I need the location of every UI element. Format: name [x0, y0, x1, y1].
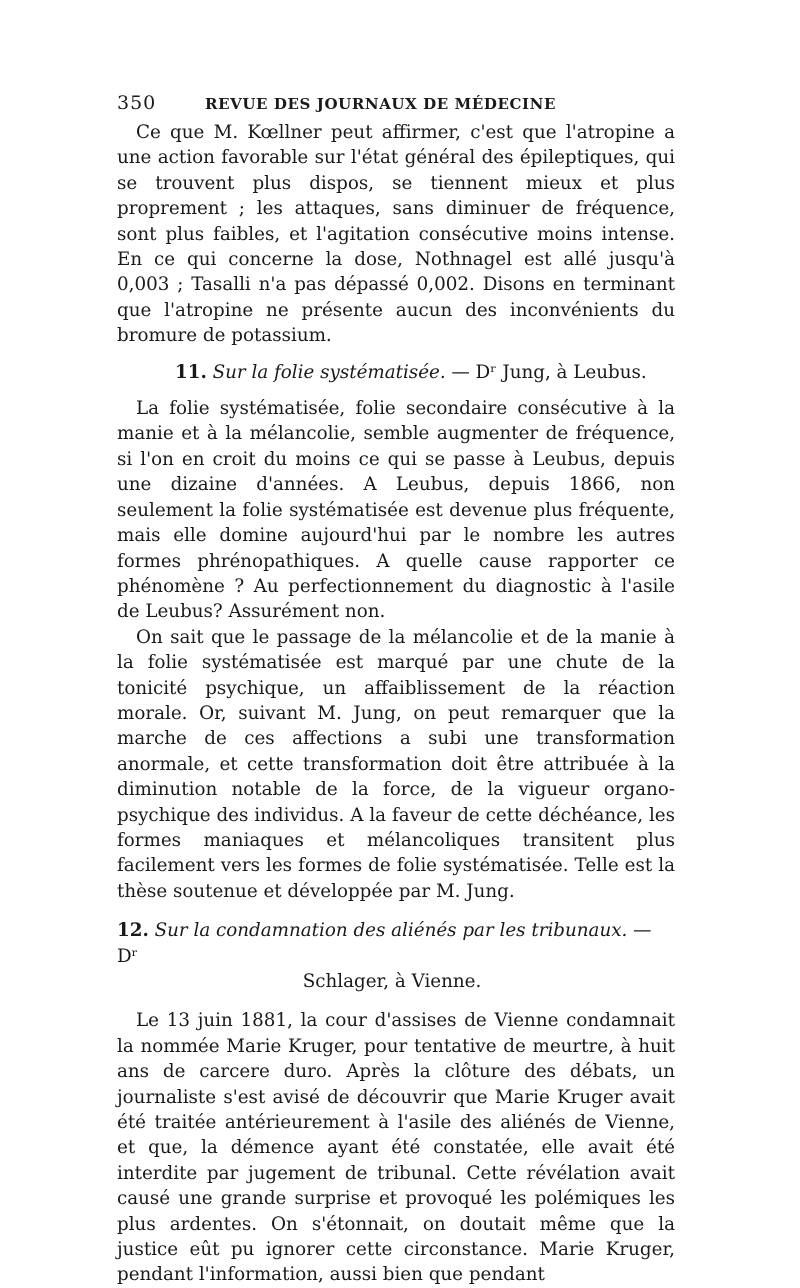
section-author: — Dʳ Jung, à Leubus. — [451, 361, 647, 383]
paragraph-atropine: Ce que M. Kœllner peut affirmer, c'est que l'atropine a une action favorable sur l'état général des épileptiques, qui se trouvent plus dispos, se tiennent mieux et plus proprement ; les attaques, sans diminuer de fréquence, sont plus faibles, et l'agitation consécutive moins intense. En ce qui concerne la dose, Nothnagel est allé jusqu'à 0,003 ; Tasalli n'a pas dépassé 0,002. Disons en terminant que l'atropine ne présente aucun des inconvénients du bromure de potassium. — [117, 122, 675, 347]
section-title: Sur la folie systématisée. — [212, 361, 446, 383]
section-heading-11 — [117, 360, 675, 385]
paragraph-marie-kruger: Le 13 juin 1881, la cour d'assises de Vienne condamnait la nommée Marie Kruger, pour tentative de meurtre, à huit ans de carcere duro. Après la clôture des débats, un journaliste s'est avisé de découvrir que Marie Kruger avait été traitée antérieurement à l'asile des aliénés de Vienne, et que, la démence ayant été constatée, elle avait été interdite par jugement de tribunal. Cette révélation avait causé une grande surprise et provoqué les polémiques les plus ardentes. On s'étonnait, on doutait même que la justice eût pu ignorer cette circonstance. Marie Kruger, pendant l'information, aussi bien que pendant — [117, 1010, 675, 1286]
section-title: Sur la condamnation des aliénés par les tribunaux. — [154, 920, 628, 942]
section-heading-12 — [117, 918, 675, 969]
running-head: REVUE DES JOURNAUX DE MÉDECINE — [205, 95, 557, 113]
section-author-name: Schlager, à Vienne. — [302, 971, 482, 992]
section-number: 12. — [117, 920, 149, 942]
section-author: — Dʳ — [117, 920, 652, 967]
page-header — [117, 92, 675, 114]
page-number: 350 — [117, 92, 157, 114]
paragraph-transformation: On sait que le passage de la mélancolie et de la manie à la folie systématisée est marqué par une chute de la tonicité psychique, un affaiblissement de la réaction morale. Or, suivant M. Jung, on peut remarquer que la marche de ces affections a subi une transformation anormale, et cette transformation doit être attribuée à la diminution notable de la force, de la vigueur organo-psychique des individus. A la faveur de cette déchéance, les formes maniaques et mélancoliques transitent plus facilement vers les formes de folie systématisée. Telle est la thèse soutenue et développée par M. Jung. — [117, 626, 675, 902]
book-page — [117, 92, 675, 1288]
paragraph-folie-systematisee: La folie systématisée, folie secondaire consécutive à la manie et à la mélancolie, semble augmenter de fréquence, si l'on en croit du moins ce qui se passe à Leubus, depuis une dizaine d'années. A Leubus, depuis 1866, non seulement la folie systématisée est devenue plus fréquente, mais elle domine aujourd'hui par le nombre les autres formes phrénopathiques. A quelle cause rapporter ce phénomène ? Au perfectionnement du diagnostic à l'asile de Leubus? Assurément non. — [117, 398, 675, 623]
section-number: 11. — [175, 361, 207, 383]
